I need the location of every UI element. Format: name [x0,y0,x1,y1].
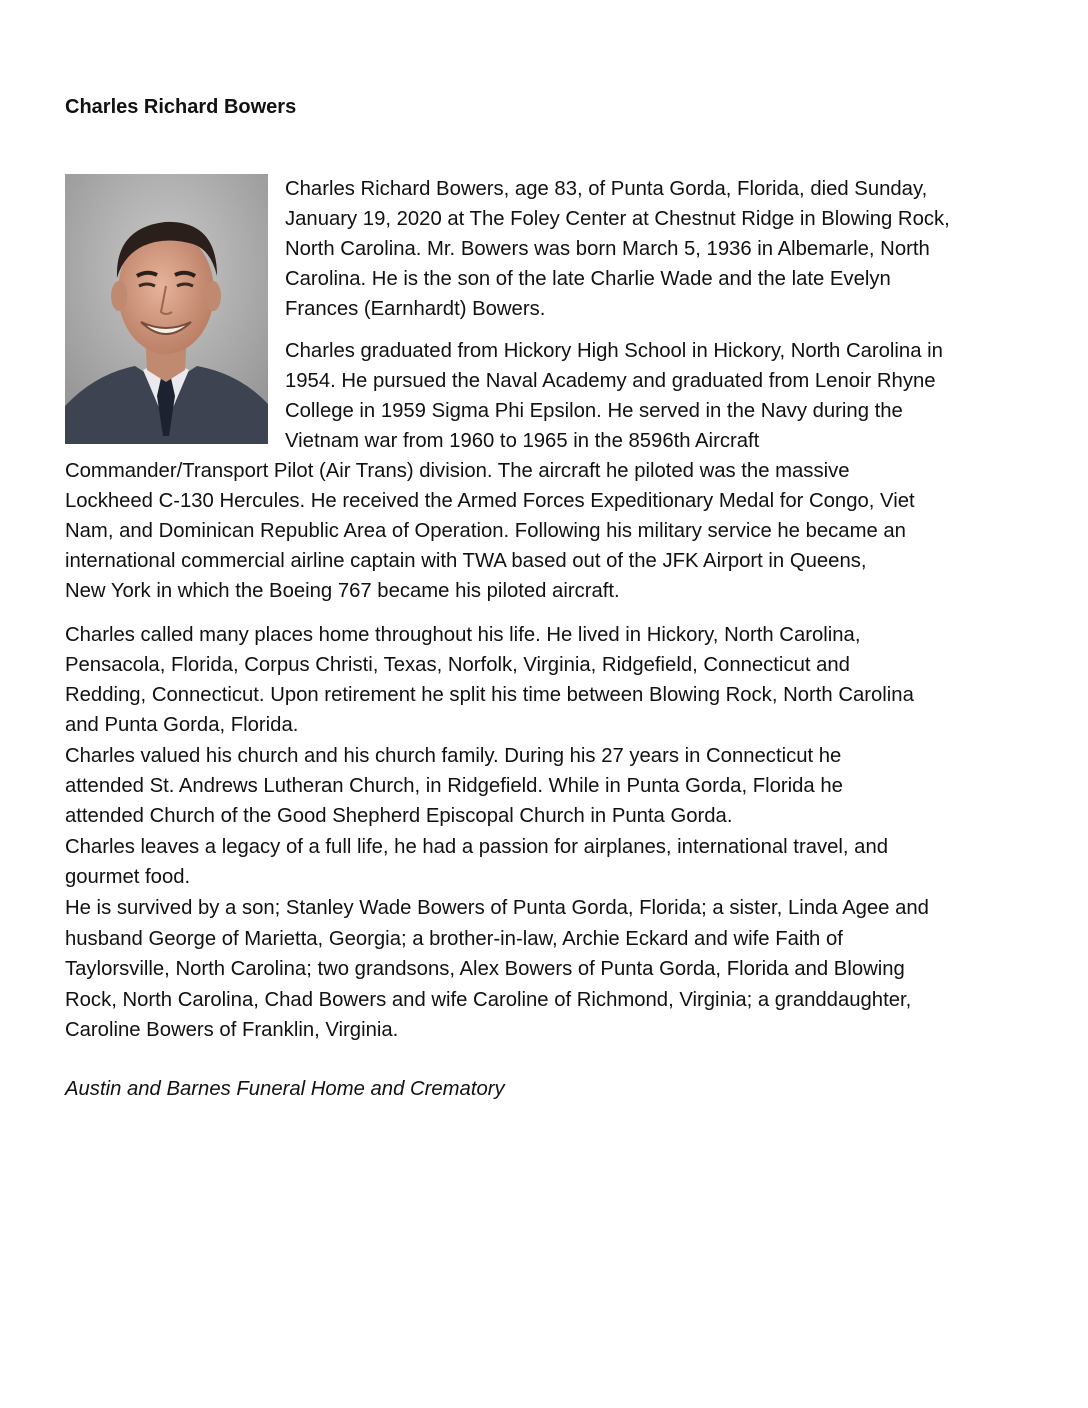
obituary-text-line: Caroline Bowers of Franklin, Virginia. [65,1019,399,1041]
obituary-text-line: Taylorsville, North Carolina; two grandsons, Alex Bowers of Punta Gorda, Florida and Blowing [65,958,905,980]
obituary-text-line: Nam, and Dominican Republic Area of Operation. Following his military service he became an [65,520,906,542]
obituary-text-line: Rock, North Carolina, Chad Bowers and wife Caroline of Richmond, Virginia; a granddaughter, [65,989,912,1011]
obituary-text-line: gourmet food. [65,866,191,888]
obituary-text-line: Charles graduated from Hickory High School in Hickory, North Carolina in [285,340,943,362]
obituary-text-line: January 19, 2020 at The Foley Center at Chestnut Ridge in Blowing Rock, [285,208,950,230]
obituary-text-line: College in 1959 Sigma Phi Epsilon. He served in the Navy during the [285,400,903,422]
obituary-text-line: He is survived by a son; Stanley Wade Bowers of Punta Gorda, Florida; a sister, Linda Agee and [65,897,929,919]
obituary-text-line: husband George of Marietta, Georgia; a brother-in-law, Archie Eckard and wife Faith of [65,928,843,950]
obituary-text-line: attended Church of the Good Shepherd Episcopal Church in Punta Gorda. [65,805,733,827]
obituary-text-line: attended St. Andrews Lutheran Church, in Ridgefield. While in Punta Gorda, Florida he [65,775,843,797]
portrait-photo [65,174,268,444]
obituary-text-line: Redding, Connecticut. Upon retirement he split his time between Blowing Rock, North Carolina [65,684,914,706]
obituary-text-line: Vietnam war from 1960 to 1965 in the 8596th Aircraft [285,430,760,452]
obituary-text-line: Charles Richard Bowers, age 83, of Punta Gorda, Florida, died Sunday, [285,178,928,200]
obituary-text-line: Frances (Earnhardt) Bowers. [285,298,546,320]
obituary-text-line: Commander/Transport Pilot (Air Trans) division. The aircraft he piloted was the massive [65,460,850,482]
obituary-text-line: New York in which the Boeing 767 became his piloted aircraft. [65,580,620,602]
obituary-text-line: and Punta Gorda, Florida. [65,714,299,736]
obituary-text-line: Pensacola, Florida, Corpus Christi, Texas, Norfolk, Virginia, Ridgefield, Connecticut and [65,654,850,676]
obituary-text-line: 1954. He pursued the Naval Academy and graduated from Lenoir Rhyne [285,370,936,392]
obituary-text-line: international commercial airline captain with TWA based out of the JFK Airport in Queens, [65,550,867,572]
funeral-home-credit: Austin and Barnes Funeral Home and Crematory [65,1078,505,1100]
obituary-text-line: Lockheed C-130 Hercules. He received the Armed Forces Expeditionary Medal for Congo, Viet [65,490,915,512]
obituary-text-line: Charles called many places home throughout his life. He lived in Hickory, North Carolina, [65,624,861,646]
obituary-text-line: North Carolina. Mr. Bowers was born March 5, 1936 in Albemarle, North [285,238,930,260]
obituary-text-line: Charles valued his church and his church family. During his 27 years in Connecticut he [65,745,842,767]
obituary-text-line: Charles leaves a legacy of a full life, he had a passion for airplanes, international travel, and [65,836,889,858]
portrait-icon [65,174,268,444]
page-title: Charles Richard Bowers [65,96,297,118]
obituary-text-line: Carolina. He is the son of the late Charlie Wade and the late Evelyn [285,268,891,290]
